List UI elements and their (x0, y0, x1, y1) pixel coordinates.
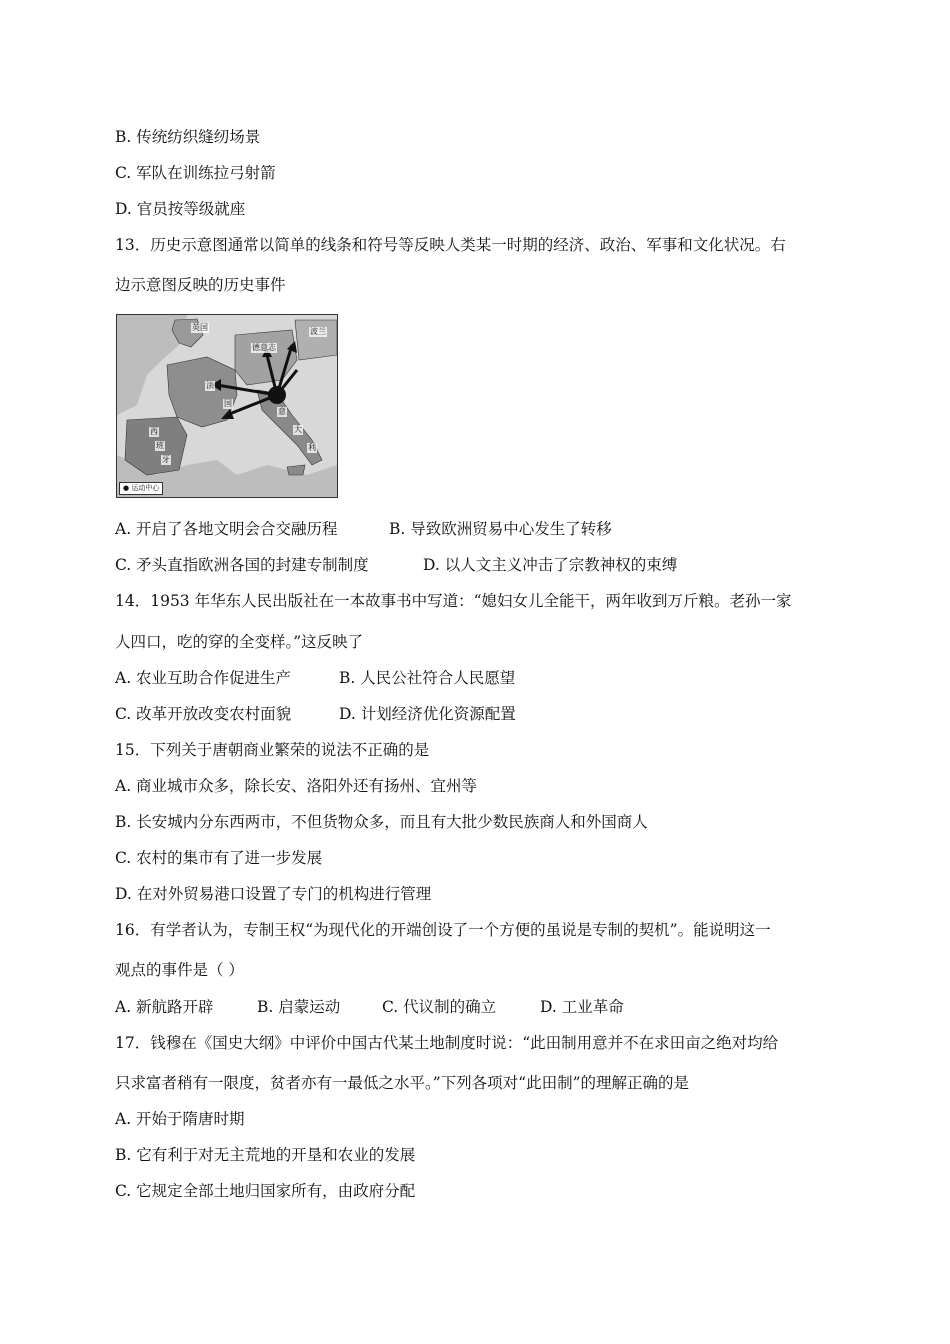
q16-option-d: D. 工业革命 (540, 998, 624, 1016)
map-label-guo: 国 (224, 399, 232, 408)
q15-stem: 15．下列关于唐朝商业繁荣的说法不正确的是 (115, 741, 430, 759)
q15-option-c: C. 农村的集市有了进一步发展 (115, 849, 323, 867)
q12-option-c: C. 军队在训练拉弓射箭 (115, 164, 276, 182)
q13-option-d: D. 以人文主义冲击了宗教神权的束缚 (423, 556, 678, 574)
map-label-fa: 法 (206, 381, 214, 390)
q13-stem-line2: 边示意图反映的历史事件 (115, 276, 286, 294)
q14-option-b: B. 人民公社符合人民愿望 (339, 669, 516, 687)
map-label-poland: 波兰 (310, 327, 326, 336)
q17-stem-line2: 只求富者稍有一限度，贫者亦有一最低之水平。”下列各项对“此田制”的理解正确的是 (115, 1074, 690, 1092)
q16-option-a: A. 新航路开辟 (115, 998, 214, 1016)
q16-option-c: C. 代议制的确立 (382, 998, 497, 1016)
map-label-xi: 西 (150, 427, 158, 436)
q17-option-b: B. 它有利于对无主荒地的开垦和农业的发展 (115, 1146, 416, 1164)
q16-stem-line2: 观点的事件是（ ） (115, 961, 244, 979)
map-label-yi: 意 (278, 407, 286, 416)
q15-option-a: A. 商业城市众多，除长安、洛阳外还有扬州、宜州等 (115, 777, 478, 795)
q12-option-b: B. 传统纺织缝纫场景 (115, 128, 261, 146)
q14-option-a: A. 农业互助合作促进生产 (115, 669, 292, 687)
q12-option-d: D. 官员按等级就座 (115, 200, 246, 218)
map-label-ya: 牙 (162, 455, 170, 464)
q17-stem-line1: 17．钱穆在《国史大纲》中评价中国古代某土地制度时说：“此田制用意并不在求田亩之绝对均给 (115, 1034, 779, 1052)
q16-stem-line1: 16．有学者认为，专制王权“为现代化的开端创设了一个方便的虽说是专制的契机”。能说明这一 (115, 921, 771, 939)
map-label-da: 大 (294, 425, 302, 434)
q13-option-c: C. 矛头直指欧洲各国的封建专制制度 (115, 556, 369, 574)
map-label-ban: 班 (156, 441, 164, 450)
q13-stem-line1: 13．历史示意图通常以简单的线条和符号等反映人类某一时期的经济、政治、军事和文化状况。右 (115, 236, 786, 254)
q14-option-d: D. 计划经济优化资源配置 (339, 705, 516, 723)
q17-option-a: A. 开始于隋唐时期 (115, 1110, 245, 1128)
europe-map-figure (116, 314, 338, 498)
q16-option-b: B. 启蒙运动 (257, 998, 341, 1016)
q13-option-b: B. 导致欧洲贸易中心发生了转移 (389, 520, 612, 538)
q15-option-d: D. 在对外贸易港口设置了专门的机构进行管理 (115, 885, 432, 903)
q17-option-c: C. 它规定全部土地归国家所有，由政府分配 (115, 1182, 416, 1200)
map-label-li: 利 (308, 443, 316, 452)
q14-option-c: C. 改革开放改变农村面貌 (115, 705, 292, 723)
map-legend: ● 运动中心 (119, 482, 163, 495)
q14-stem-line1: 14．1953 年华东人民出版社在一本故事书中写道：“媳妇女儿全能干，两年收到万斤粮。老孙一家 (115, 592, 792, 610)
q14-stem-line2: 人四口，吃的穿的全变样。”这反映了 (115, 633, 364, 651)
q15-option-b: B. 长安城内分东西两市，不但货物众多，而且有大批少数民族商人和外国商人 (115, 813, 648, 831)
map-label-germany: 德意志 (252, 343, 276, 352)
q13-option-a: A. 开启了各地文明会合交融历程 (115, 520, 338, 538)
map-label-britain: 英国 (192, 323, 208, 332)
